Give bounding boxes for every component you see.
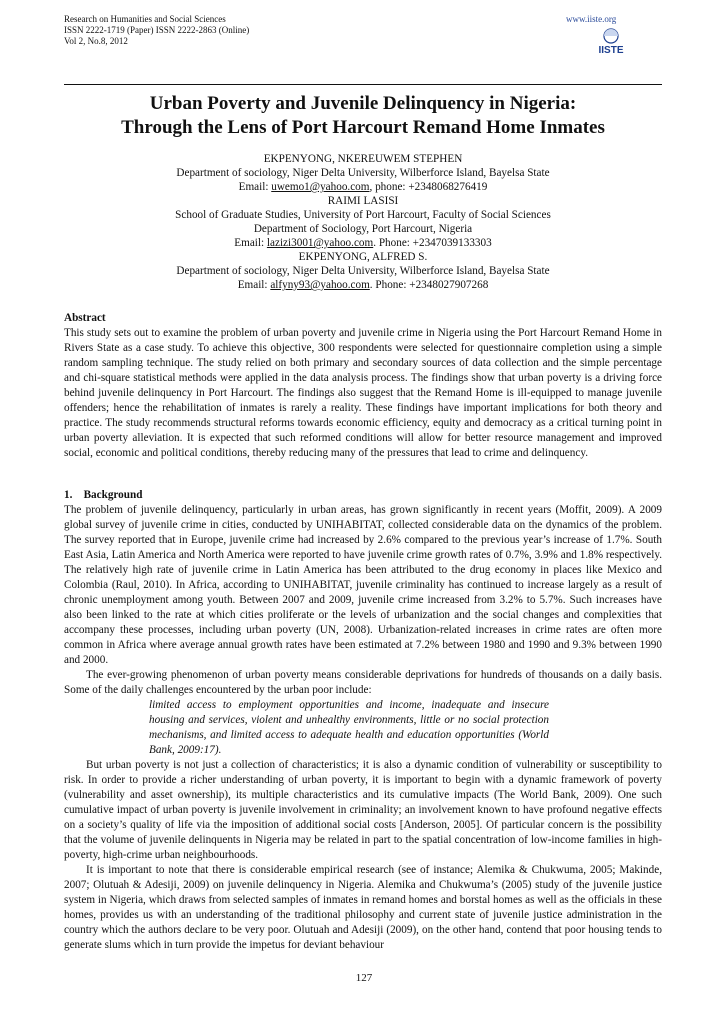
author-1-email-link[interactable]: uwemo1@yahoo.com xyxy=(271,181,370,193)
author-3-name: EKPENYONG, ALFRED S. xyxy=(298,251,428,263)
author-2-affiliation-2: Department of Sociology, Port Harcourt, Nigeria xyxy=(253,223,473,235)
author-2-email-link[interactable]: lazizi3001@yahoo.com xyxy=(266,237,374,249)
paper-title xyxy=(64,92,662,140)
author-2-contact: Email: lazizi3001@yahoo.com. Phone: +2347039133303 xyxy=(234,237,492,249)
logo-text: IISTE xyxy=(598,45,624,56)
author-3-affiliation: Department of sociology, Niger Delta University, Wilberforce Island, Bayelsa State xyxy=(176,265,550,277)
volume-line: Vol 2, No.8, 2012 xyxy=(64,36,128,46)
author-3-email-link[interactable]: alfyny93@yahoo.com xyxy=(270,279,370,291)
page-number: 127 xyxy=(355,972,373,984)
abstract-text: This study sets out to examine the problem of urban poverty and juvenile crime in Nigeria using the Port Harcourt Remand Home in Rivers State as a case study. To achieve this objective, 300 respondents were selected for questionnaire completion using a simple random sampling technique. The study relied on both primary and secondary sources of data collection and the simple percentage and chi-square statistical methods were applied in the data analysis process. The findings show that urban poverty is a driving force behind juvenile delinquency in Port Harcourt. The findings also suggest that the Remand Home is ill-equipped to manage juvenile offenders; hence the rehabilitation of inmates is rarely a reality. These findings have important implications for both theory and practice. The study recommends structural reforms towards economic efficiency, equity and democracy as a critical turning point in urban poverty alleviation. It is expected that such reformed conditions will allow for better resource management and improved social, economic and political conditions, thereby reducing many of the pressures that lead to crime and delinquency. xyxy=(64,327,662,459)
paragraph-4: It is important to note that there is considerable empirical research (see of instance; Alemika & Chukwuma, 2005; Makinde, 2007; Olutuah & Adesiji, 2009) on juvenile delinquency in Nigeria. Alemika and Chukwuma’s (2005) study of the juvenile justice system in Nigeria, which draws from selected samples of inmates in remand homes and borstal homes as well as the officials in these homes, provides us with an understanding of the traditional philosophy and current state of juvenile justice administration in the country which the authors declare to be very poor. Olutuah and Adesiji (2009), on the other hand, contend that poor housing tends to generate slums which in turn provide the impetus for deviant behaviour xyxy=(64,864,662,951)
iiste-logo-icon xyxy=(594,28,628,56)
section-1-heading: 1. Background xyxy=(64,489,143,501)
background-section xyxy=(64,488,662,953)
author-3-contact: Email: alfyny93@yahoo.com. Phone: +2348027907268 xyxy=(237,279,489,291)
author-1-name: EKPENYONG, NKEREUWEM STEPHEN xyxy=(263,153,463,165)
author-1-affiliation: Department of sociology, Niger Delta University, Wilberforce Island, Bayelsa State xyxy=(176,167,550,179)
title-line-2: Through the Lens of Port Harcourt Remand Home Inmates xyxy=(121,117,605,138)
journal-header xyxy=(64,14,249,47)
abstract-section xyxy=(64,311,662,461)
website-link[interactable]: www.iiste.org xyxy=(566,14,617,24)
header-rule xyxy=(64,84,662,85)
title-line-1: Urban Poverty and Juvenile Delinquency in Nigeria: xyxy=(149,93,577,114)
paragraph-2: The ever-growing phenomenon of urban poverty means considerable deprivations for hundreds of thousands on a daily basis. Some of the daily challenges encountered by the urban poor include: xyxy=(64,669,662,696)
block-quote: limited access to employment opportunities and income, inadequate and insecure housing and services, violent and unhealthy environments, little or no social protection mechanisms, and limited access to adequate health and education opportunities (World Bank, 2009:17). xyxy=(149,699,549,756)
issn-line: ISSN 2222-1719 (Paper) ISSN 2222-2863 (Online) xyxy=(64,25,250,35)
abstract-heading: Abstract xyxy=(64,312,106,324)
author-2-name: RAIMI LASISI xyxy=(327,195,399,207)
journal-name: Research on Humanities and Social Sciences xyxy=(64,14,226,24)
paragraph-3: But urban poverty is not just a collection of characteristics; it is also a dynamic condition of vulnerability or susceptibility to risk. In order to provide a richer understanding of urban poverty, it is important to begin with a dynamic framework of poverty (vulnerability and asset ownership), its multiple characteristics and its cumulative impacts (The World Bank, 2009). One such cumulative impact of urban poverty is juvenile involvement in criminality; an involvement known to have profound negative effects on a society’s quality of life via the imposition of additional social costs [Anderson, 2005]. Of particular concern is the possibility that the volume of juvenile delinquents in Nigeria may be related in part to the spatial concentration of low-income families in high-poverty, high-crime urban neighbourhoods. xyxy=(64,759,662,861)
paragraph-1: The problem of juvenile delinquency, particularly in urban areas, has grown significantly in recent years (Moffit, 2009). A 2009 global survey of juvenile crime in cities, conducted by UNIHABITAT, collected considerable data on the dynamics of the problem. The survey reported that in Europe, juvenile crime had increased by 2.6% compared to the previous year’s increase of 1.7%. South East Asia, Latin America and North America were reported to have juvenile crime growth rates of 0.7%, 3.9% and 1.8% respectively. The relatively high rate of juvenile crime in Latin America has been attributed to the drug economy in places like Mexico and Colombia (Raul, 2010). In Africa, according to UNIHABITAT, juvenile criminality has continued to increase largely as a result of chronic unemployment among youth. Between 2007 and 2009, juvenile crime increased from 3.2% to 5.7%. Such increases have also been linked to the rate at which cities proliferate or the levels of urbanization and the social changes and complexities that accompany these processes, including urban poverty (UN, 2008). Urbanization-related increases in crime rates are often more common in Africa where average annual growth rates have been estimated at 7.2% between 1980 and 1990 and 9.3% between 1990 and 2000. xyxy=(64,504,662,666)
author-2-affiliation-1: School of Graduate Studies, University of Port Harcourt, Faculty of Social Sciences xyxy=(175,209,551,221)
author-block xyxy=(64,152,662,292)
author-1-contact: Email: uwemo1@yahoo.com, phone: +2348068276419 xyxy=(238,181,488,193)
